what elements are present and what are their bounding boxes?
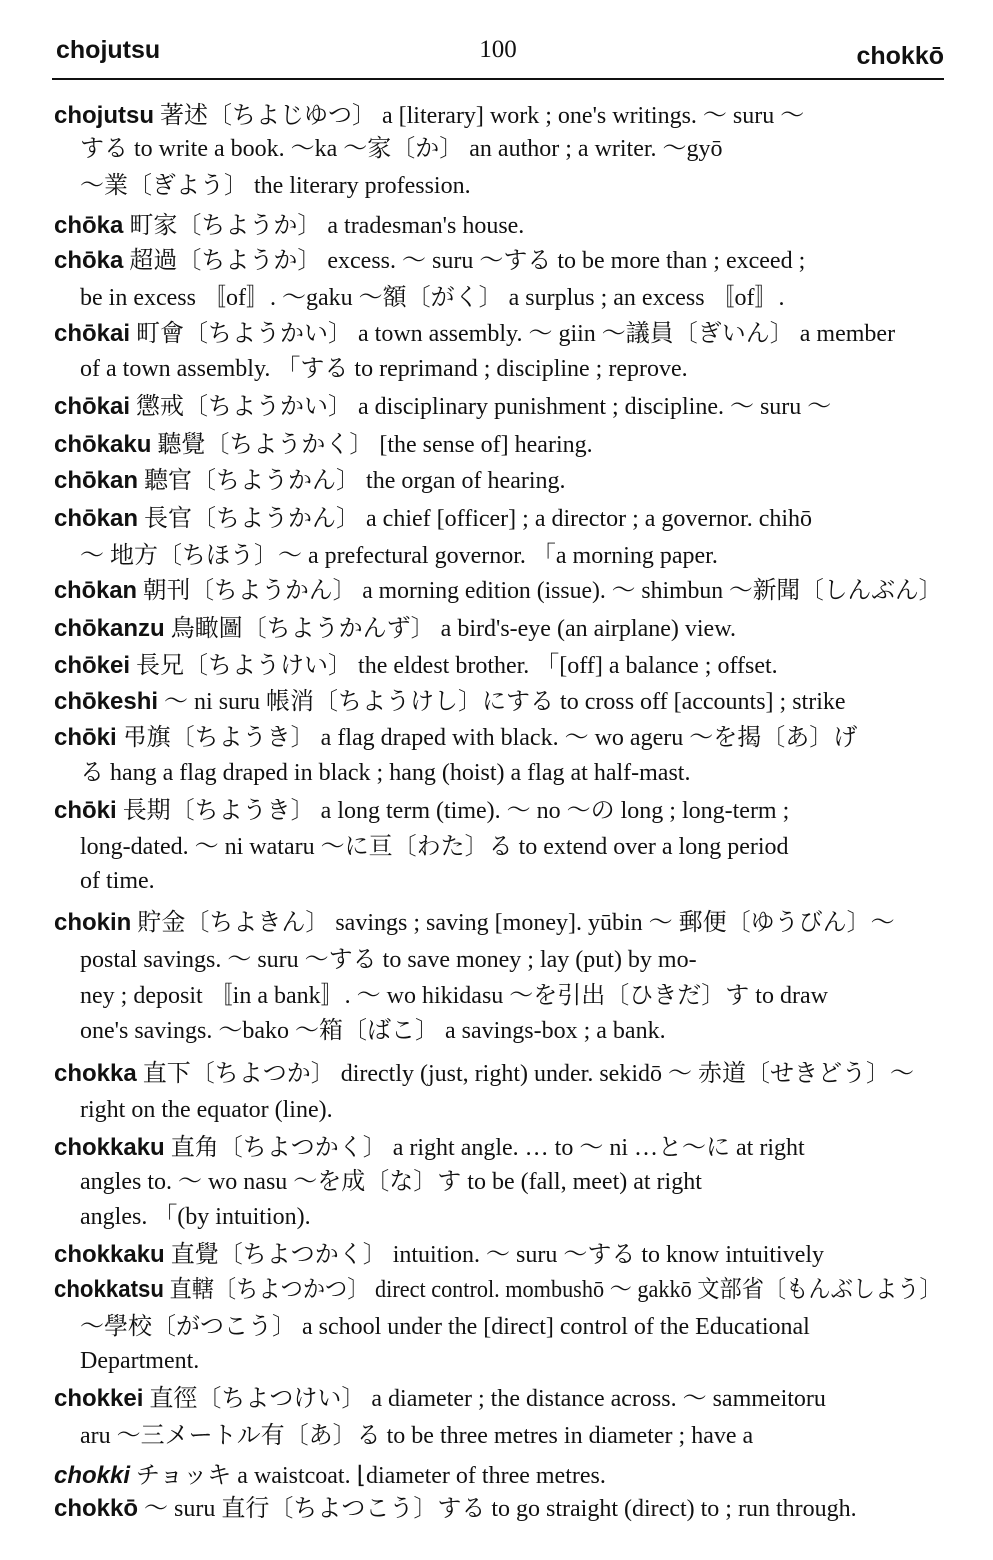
entry-first-line (54, 796, 789, 826)
entry-first-line (54, 392, 831, 422)
entry-text: 懲戒〔ちようかい〕 a disciplinary punishment ; discipline. ～ suru ～ (130, 394, 832, 420)
entry-headword: chōkei (54, 652, 131, 679)
entry-first-line (54, 1133, 805, 1163)
entry-text: one's savings. ～bako ～箱〔ばこ〕 a savings-box ; a bank. (80, 1018, 666, 1044)
entry-text: 直覺〔ちよつかく〕 intuition. ～ suru ～する to know intuitively (164, 1242, 825, 1268)
entry-first-line (54, 430, 593, 460)
entry-first-line (54, 1461, 606, 1491)
entry-continuation-line (80, 1421, 753, 1451)
entry-headword: chojutsu (54, 102, 154, 129)
entry-text: 弔旗〔ちようき〕 a flag draped with black. ～ wo ageru ～を揭〔あ〕げ (116, 725, 858, 751)
entry-text: ney ; deposit 〚in a bank〛. ～ wo hikidasu ～を引出〔ひきだ〕す to draw (80, 983, 828, 1009)
entry-continuation-line (80, 1167, 702, 1197)
entry-continuation-line (80, 1312, 810, 1342)
entry-continuation-line (80, 541, 718, 571)
entry-text: ～ 地方〔ちほう〕～ a prefectural governor. 「a morning paper. (80, 543, 718, 569)
entry-first-line (54, 723, 857, 753)
entry-first-line (54, 687, 846, 717)
entry-headword: chōka (54, 212, 124, 239)
entry-continuation-line (80, 1346, 199, 1376)
entry-first-line (54, 101, 804, 131)
entry-continuation-line (80, 171, 471, 201)
entry-text: 直徑〔ちよつけい〕 a diameter ; the distance across. ～ sammeitoru (143, 1386, 826, 1412)
entry-continuation-line (80, 866, 155, 896)
entry-first-line (54, 908, 895, 938)
entry-text: aru ～三メートル有〔あ〕る to be three metres in diameter ; have a (80, 1423, 754, 1449)
entry-text: postal savings. ～ suru ～する to save money ; lay (put) by mo- (80, 947, 697, 973)
entry-headword: chokkaku (54, 1134, 165, 1161)
entry-continuation-line (80, 354, 688, 384)
entry-first-line (54, 1275, 942, 1305)
entry-text: 長期〔ちようき〕 a long term (time). ～ no ～の long ; long-term ; (116, 798, 790, 824)
entry-headword: chokkei (54, 1385, 144, 1412)
entry-text: be in excess 〚of〛. ～gaku ～額〔がく〕 a surplus ; an excess 〚of〛. (80, 285, 785, 311)
entry-continuation-line (80, 832, 789, 862)
entry-text: 聽覺〔ちようかく〕 [the sense of] hearing. (151, 432, 593, 458)
entry-first-line (54, 211, 524, 241)
entry-text: ～ ni suru 帳消〔ちようけし〕にする to cross off [accounts] ; strike (158, 689, 846, 715)
entry-continuation-line (80, 1095, 333, 1125)
entry-text: ～ suru 直行〔ちよつこう〕する to go straight (direct) to ; run through. (138, 1496, 857, 1522)
entry-headword: chōkan (54, 505, 139, 532)
entry-text: long-dated. ～ ni wataru ～に亘〔わた〕る to extend over a long period (80, 834, 789, 860)
entry-text: 聽官〔ちようかん〕 the organ of hearing. (138, 468, 566, 494)
entry-text: ～業〔ぎよう〕 the literary profession. (80, 173, 471, 199)
entry-text: 町家〔ちようか〕 a tradesman's house. (123, 213, 525, 239)
entry-continuation-line (80, 283, 785, 313)
entry-first-line (54, 576, 942, 606)
entry-continuation-line (80, 758, 690, 788)
entry-first-line (54, 319, 895, 349)
entry-first-line (54, 504, 812, 534)
entry-text: 長兄〔ちようけい〕 the eldest brother. 「[off] a balance ; offset. (130, 653, 778, 679)
entry-text: of time. (80, 868, 155, 894)
entry-first-line (54, 1240, 824, 1270)
entry-text: Department. (80, 1348, 200, 1374)
entry-first-line (54, 466, 566, 496)
entry-headword: chōka (54, 247, 124, 274)
entry-headword: chokkatsu (54, 1276, 164, 1303)
entry-headword: chōki (54, 797, 117, 824)
entry-text: 直角〔ちよつかく〕 a right angle. … to ～ ni …と～に at right (164, 1135, 805, 1161)
entry-first-line (54, 1059, 914, 1089)
entry-headword: chokin (54, 909, 132, 936)
entry-continuation-line (80, 945, 697, 975)
entry-headword: chōkai (54, 393, 131, 420)
entry-text: 直轄〔ちよつかつ〕 direct control. mombushō ～ gakkō 文部省〔もんぶしよう〕 (163, 1277, 942, 1303)
entry-text: 著述〔ちよじゆつ〕 a [literary] work ; one's writings. ～ suru ～ (154, 103, 805, 129)
entry-first-line (54, 651, 778, 681)
entry-first-line (54, 614, 736, 644)
entry-text: 朝刊〔ちようかん〕 a morning edition (issue). ～ shimbun ～新聞〔しんぶん〕 (137, 578, 943, 604)
entry-text: する to write a book. ～ka ～家〔か〕 an author ; a writer. ～gyō (80, 136, 723, 162)
entry-headword: chōkaku (54, 431, 152, 458)
entry-headword: chōkai (54, 320, 131, 347)
entry-text: 鳥瞰圖〔ちようかんず〕 a bird's-eye (an airplane) view. (164, 616, 736, 642)
entry-text: ～學校〔がつこう〕 a school under the [direct] control of the Educational (80, 1314, 810, 1340)
entry-text: of a town assembly. 「する to reprimand ; discipline ; reprove. (80, 356, 688, 382)
entry-text: 町會〔ちようかい〕 a town assembly. ～ giin ～議員〔ぎいん〕 a member (130, 321, 896, 347)
entry-first-line (54, 1494, 857, 1524)
entry-headword: chokki (54, 1462, 131, 1489)
entry-text: る hang a flag draped in black ; hang (hoist) a flag at half-mast. (80, 760, 691, 786)
entry-text: 超過〔ちようか〕 excess. ～ suru ～する to be more than ; exceed ; (123, 248, 806, 274)
entry-headword: chōki (54, 724, 117, 751)
entry-text: right on the equator (line). (80, 1097, 333, 1123)
entry-text: angles. 「(by intuition). (80, 1204, 311, 1230)
entry-text: 長官〔ちようかん〕 a chief [officer] ; a director ; a governor. chihō (138, 506, 813, 532)
header-right-guideword: chokkō (856, 42, 944, 70)
header-left-guideword: chojutsu (56, 36, 161, 64)
entry-headword: chōkan (54, 467, 139, 494)
entry-headword: chokkaku (54, 1241, 165, 1268)
entry-continuation-line (80, 981, 828, 1011)
entry-headword: chokka (54, 1060, 137, 1087)
entry-headword: chōkeshi (54, 688, 159, 715)
entry-continuation-line (80, 1016, 666, 1046)
entry-continuation-line (80, 1202, 311, 1232)
entry-first-line (54, 1384, 826, 1414)
entry-headword: chōkan (54, 577, 138, 604)
entry-first-line (54, 246, 805, 276)
entry-text: 貯金〔ちよきん〕 savings ; saving [money]. yūbin ～ 郵便〔ゆうびん〕～ (131, 910, 895, 936)
entry-headword: chokkō (54, 1495, 139, 1522)
entry-text: 直下〔ちよつか〕 directly (just, right) under. sekidō ～ 赤道〔せきどう〕～ (136, 1061, 914, 1087)
page-number: 100 (479, 36, 517, 63)
entry-headword: chōkanzu (54, 615, 165, 642)
entry-continuation-line (80, 134, 723, 164)
entry-text: angles to. ～ wo nasu ～を成〔な〕す to be (fall, meet) at right (80, 1169, 702, 1195)
entry-text: チョッキ a waistcoat. ⌊diameter of three metres. (130, 1463, 606, 1489)
